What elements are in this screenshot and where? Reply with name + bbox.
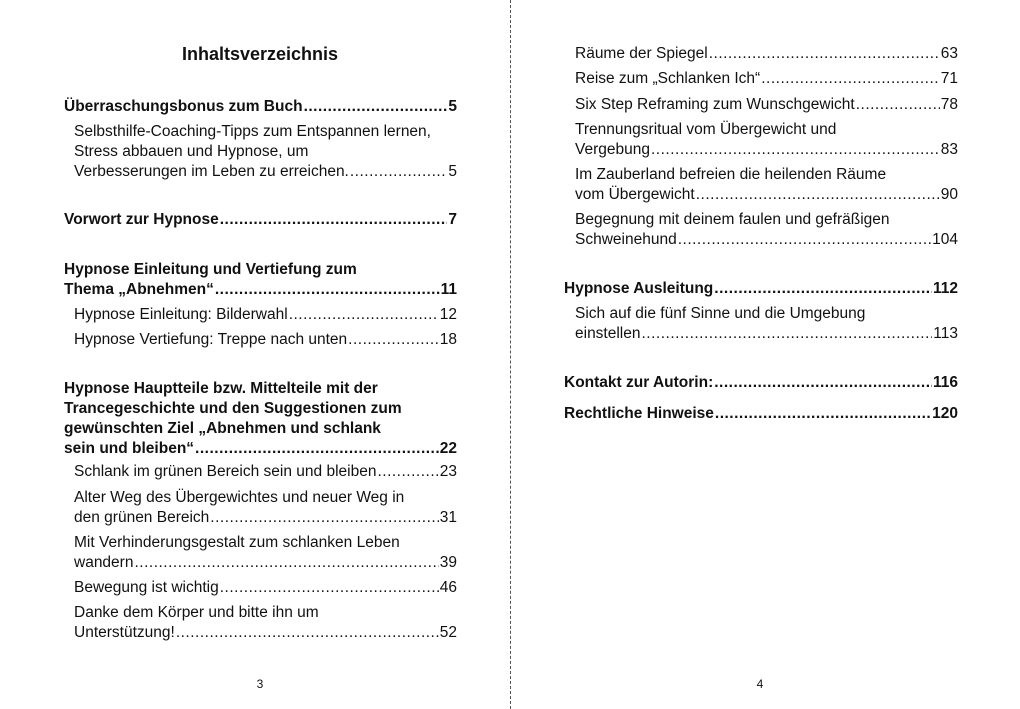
toc-page-number: 12: [439, 306, 457, 323]
toc-entry[interactable]: [575, 120, 958, 160]
toc-page-number: 39: [439, 554, 457, 571]
toc-entry[interactable]: [74, 603, 457, 643]
toc-entry-text: Thema „Abnehmen“: [64, 281, 214, 298]
toc-page-number: 11: [440, 281, 457, 298]
toc-entry-text: Kontakt zur Autorin:: [564, 374, 714, 391]
toc-entry[interactable]: [575, 44, 958, 64]
toc-page-number: 78: [940, 96, 958, 113]
toc-entry-lead: Im Zauberland befreien die heilenden Räume: [575, 166, 887, 183]
toc-entry[interactable]: [64, 260, 457, 300]
toc-page-number: 83: [940, 141, 958, 158]
toc-page-number: 90: [940, 186, 958, 203]
toc-entry[interactable]: [575, 69, 958, 89]
toc-entry-text: wandern: [74, 554, 134, 571]
toc-entry-text: Vergebung: [575, 141, 650, 158]
toc-page-number: 5: [448, 98, 457, 115]
toc-page-number: 5: [448, 163, 457, 180]
toc-entry-text: Reise zum „Schlanken Ich“: [575, 70, 761, 87]
toc-entry[interactable]: [564, 279, 958, 299]
toc-entry-text: Verbesserungen im Leben zu erreichen.: [74, 163, 349, 180]
toc-entry-text: einstellen: [575, 325, 641, 342]
toc-page-number: 116: [932, 374, 958, 391]
toc-entry[interactable]: [575, 210, 958, 250]
toc-entry-text: sein und bleiben“: [64, 440, 195, 457]
toc-entry-text: Überraschungsbonus zum Buch: [64, 98, 303, 115]
toc-entry-lead: Begegnung mit deinem faulen und gefräßigen: [575, 211, 890, 228]
toc-entry[interactable]: [74, 462, 457, 482]
toc-entry[interactable]: [74, 122, 457, 182]
toc-entry-text: Schweinehund: [575, 231, 677, 248]
toc-entry-text: Six Step Reframing zum Wunschgewicht: [575, 96, 855, 113]
toc-page-number: 104: [932, 231, 958, 248]
toc-page-number: 113: [933, 325, 958, 342]
toc-page-number: 22: [439, 440, 457, 457]
toc-page-number: 112: [932, 280, 958, 297]
toc-entry[interactable]: [74, 533, 457, 573]
toc-entry-text: Hypnose Vertiefung: Treppe nach unten: [74, 331, 348, 348]
toc-entry-text: Schlank im grünen Bereich sein und bleiben: [74, 463, 377, 480]
toc-page-number: 71: [940, 70, 958, 87]
toc-entry-text: Hypnose Ausleitung: [564, 280, 714, 297]
toc-entry-lead: Sich auf die fünf Sinne und die Umgebung: [575, 305, 866, 322]
toc-page-number: 120: [932, 405, 958, 422]
toc-entry[interactable]: [575, 95, 958, 115]
page-number-left: 3: [256, 677, 264, 691]
toc-entry-lead: Trennungsritual vom Übergewicht und: [575, 121, 837, 138]
toc-entry[interactable]: [564, 373, 958, 393]
toc-entry[interactable]: [575, 165, 958, 205]
toc-page-number: 23: [439, 463, 457, 480]
toc-entry-lead: Mit Verhinderungsgestalt zum schlanken Leben: [74, 534, 400, 551]
toc-page-number: 46: [439, 579, 457, 596]
toc-page-number: 31: [439, 509, 457, 526]
toc-entry[interactable]: [64, 210, 457, 230]
toc-entry-text: den grünen Bereich: [74, 509, 210, 526]
toc-entry-text: Bewegung ist wichtig: [74, 579, 219, 596]
toc-entry[interactable]: [64, 379, 457, 459]
toc-entry-lead: Hypnose Einleitung und Vertiefung zum: [64, 261, 357, 278]
toc-page-number: 63: [940, 45, 958, 62]
toc-title: Inhaltsverzeichnis: [181, 44, 339, 64]
toc-entry[interactable]: [564, 404, 958, 424]
toc-entry[interactable]: [74, 330, 457, 350]
toc-page-number: 18: [439, 331, 457, 348]
toc-page-number: 52: [439, 624, 457, 641]
toc-entry[interactable]: [74, 578, 457, 598]
right-page: [512, 0, 1020, 709]
toc-entry[interactable]: [74, 305, 457, 325]
page-divider: [510, 0, 511, 709]
toc-entry-text: Vorwort zur Hypnose: [64, 211, 219, 228]
toc-entry-text: Rechtliche Hinweise: [564, 405, 714, 422]
page-number-right: 4: [756, 677, 764, 691]
toc-entry-lead: Hypnose Hauptteile bzw. Mittelteile mit der Trancegeschichte und den Suggestionen zum gewünschten Ziel „Abnehmen und schlank: [64, 380, 402, 437]
toc-entry-text: Hypnose Einleitung: Bilderwahl: [74, 306, 288, 323]
toc-entry[interactable]: [74, 488, 457, 528]
toc-entry-text: Unterstützung!: [74, 624, 175, 641]
toc-entry-text: vom Übergewicht: [575, 186, 695, 203]
toc-entry-text: Räume der Spiegel: [575, 45, 708, 62]
toc-entry-lead: Selbsthilfe-Coaching-Tipps zum Entspannen lernen, Stress abbauen und Hypnose, um: [74, 123, 431, 160]
toc-entry-lead: Danke dem Körper und bitte ihn um: [74, 604, 319, 621]
toc-entry-lead: Alter Weg des Übergewichtes und neuer Weg in: [74, 489, 405, 506]
toc-entry[interactable]: [575, 304, 958, 344]
toc-entry[interactable]: [64, 97, 457, 117]
toc-page-number: 7: [448, 211, 457, 228]
